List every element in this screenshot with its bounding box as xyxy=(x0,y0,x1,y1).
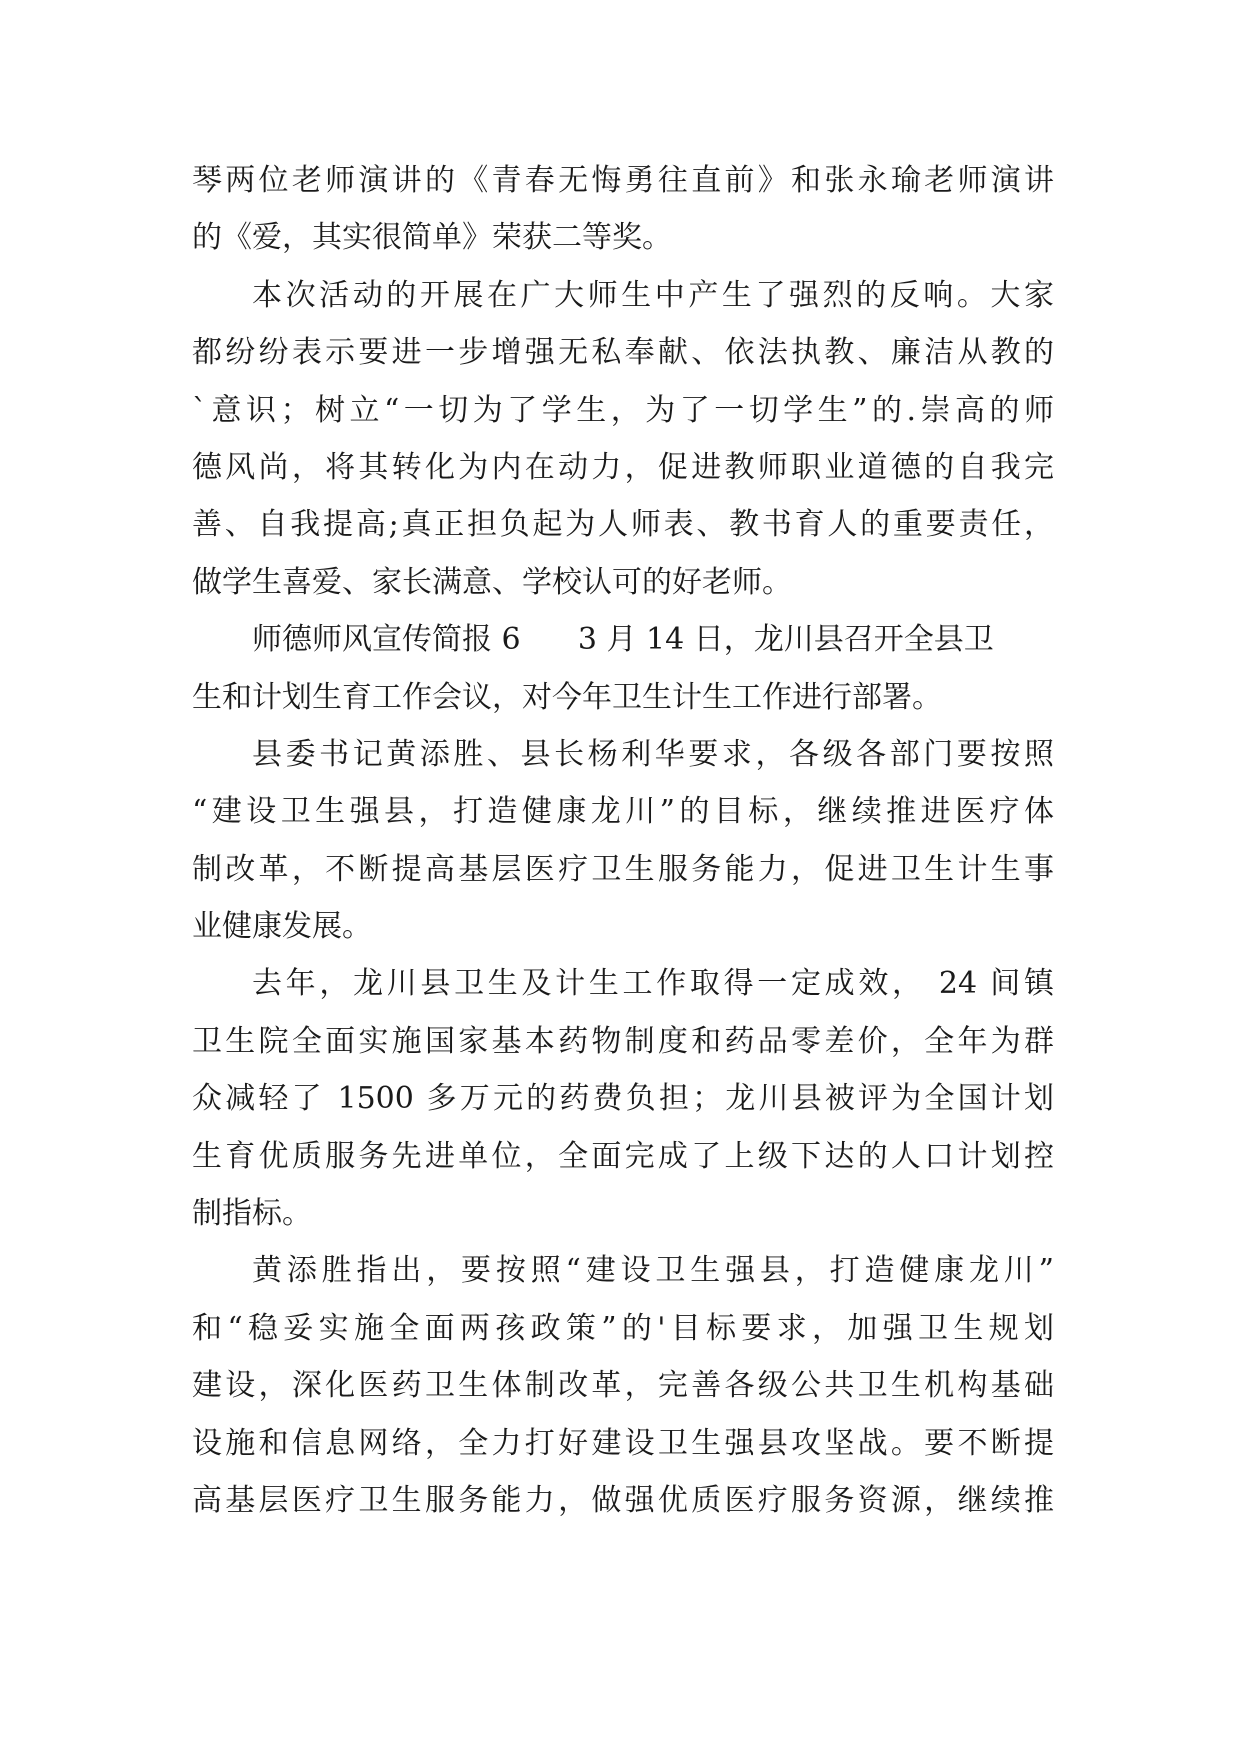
text-line: 建设，深化医药卫生体制改革，完善各级公共卫生机构基础 xyxy=(192,1368,1054,1404)
paragraph-start-line: 去年，龙川县卫生及计生工作取得一定成效， 24 间镇 xyxy=(252,966,1054,1002)
text-line: 制改革，不断提高基层医疗卫生服务能力，促进卫生计生事 xyxy=(192,851,1054,887)
text-line: 高基层医疗卫生服务能力，做强优质医疗服务资源，继续推 xyxy=(192,1482,1054,1518)
paragraph-start-line: 县委书记黄添胜、县长杨利华要求，各级各部门要按照 xyxy=(252,736,1054,772)
text-line: 的《爱，其实很简单》荣获二等奖。 xyxy=(192,220,672,256)
text-line: “建设卫生强县，打造健康龙川”的目标，继续推进医疗体 xyxy=(192,794,1054,830)
text-line: 业健康发展。 xyxy=(192,909,372,945)
text-line: 制指标。 xyxy=(192,1196,312,1232)
text-line: 善、自我提高;真正担负起为人师表、教书育人的重要责任， xyxy=(192,507,1054,543)
text-line: 都纷纷表示要进一步增强无私奉献、依法执教、廉洁从教的 xyxy=(192,335,1054,371)
text-line: 琴两位老师演讲的《青春无悔勇往直前》和张永瑜老师演讲 xyxy=(192,163,1054,198)
text-line: 卫生院全面实施国家基本药物制度和药品零差价，全年为群 xyxy=(192,1023,1054,1059)
text-line: 德风尚，将其转化为内在动力，促进教师职业道德的自我完 xyxy=(192,449,1054,485)
paragraph-start-line: 本次活动的开展在广大师生中产生了强烈的反响。大家 xyxy=(252,277,1054,313)
text-line: 生和计划生育工作会议，对今年卫生计生工作进行部署。 xyxy=(192,679,942,715)
text-line: `意识；树立“一切为了学生，为了一切学生”的.崇高的师 xyxy=(192,392,1054,428)
text-line: 生育优质服务先进单位，全面完成了上级下达的人口计划控 xyxy=(192,1138,1054,1174)
paragraph-start-line: 师德师风宣传简报 6 3 月 14 日，龙川县召开全县卫 xyxy=(252,622,994,658)
text-line: 和“稳妥实施全面两孩政策”的'目标要求，加强卫生规划 xyxy=(192,1310,1054,1346)
paragraph-start-line: 黄添胜指出，要按照“建设卫生强县，打造健康龙川” xyxy=(252,1253,1054,1289)
text-line: 众减轻了 1500 多万元的药费负担；龙川县被评为全国计划 xyxy=(192,1081,1054,1117)
text-line: 做学生喜爱、家长满意、学校认可的好老师。 xyxy=(192,564,792,600)
text-line: 设施和信息网络，全力打好建设卫生强县攻坚战。要不断提 xyxy=(192,1425,1054,1461)
document-body xyxy=(192,152,1054,1529)
